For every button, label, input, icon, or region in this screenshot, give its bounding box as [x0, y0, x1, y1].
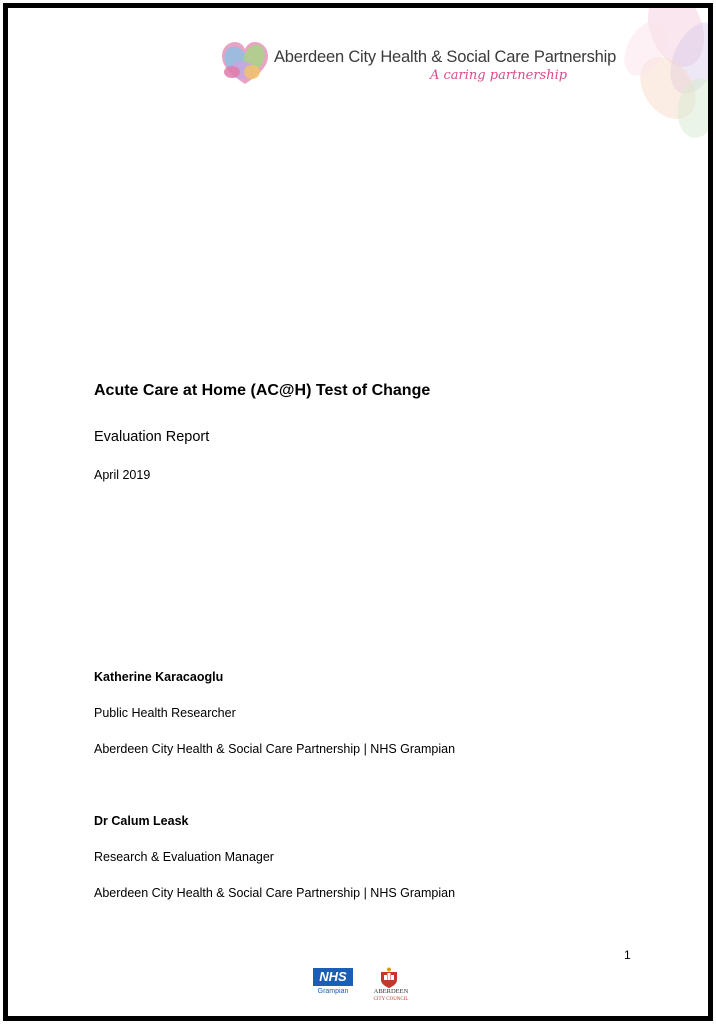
council-name-line2: CITY COUNCIL: [373, 997, 409, 1002]
author-1-role: Public Health Researcher: [94, 706, 236, 720]
page-number: 1: [624, 948, 631, 962]
document-page: [3, 3, 713, 1021]
decorative-petal-graphic: [606, 3, 713, 138]
author-1-affiliation: Aberdeen City Health & Social Care Partnership | NHS Grampian: [94, 742, 456, 756]
report-date: April 2019: [94, 468, 151, 482]
council-crest-icon: [377, 966, 401, 990]
council-name: [369, 988, 413, 1003]
council-name-line1: ABERDEEN: [373, 988, 409, 995]
organisation-tagline: A caring partnership: [430, 68, 568, 83]
nhs-region-label: Grampian: [317, 988, 349, 995]
heart-logo-icon: [220, 40, 270, 88]
organisation-name: Aberdeen City Health & Social Care Partnership: [274, 48, 617, 66]
nhs-logo: NHS: [313, 968, 353, 986]
partnership-logo: [220, 34, 617, 96]
author-2-name: Dr Calum Leask: [94, 814, 189, 828]
report-subtitle: Evaluation Report: [94, 429, 210, 445]
report-title: Acute Care at Home (AC@H) Test of Change: [94, 382, 431, 399]
author-2-affiliation: Aberdeen City Health & Social Care Partnership | NHS Grampian: [94, 886, 456, 900]
footer-logos: [313, 966, 423, 1006]
author-2-role: Research & Evaluation Manager: [94, 850, 274, 864]
author-1-name: Katherine Karacaoglu: [94, 670, 224, 684]
